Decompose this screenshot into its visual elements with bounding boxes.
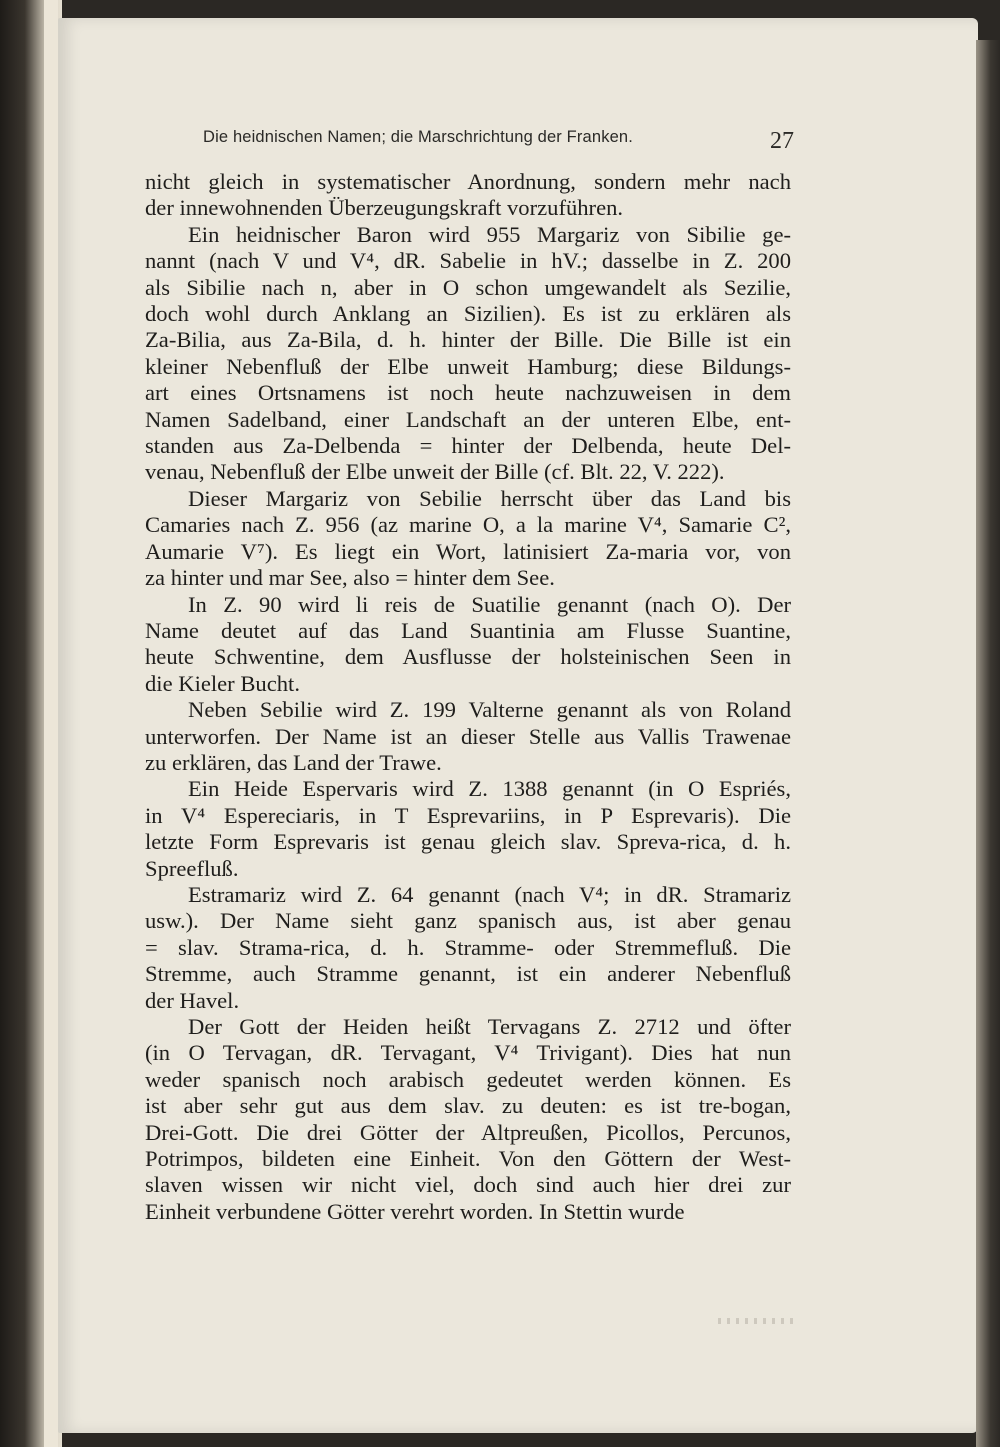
text-line: Drei-Gott. Die drei Götter der Altpreußen, Picollos, Percunos, bbox=[145, 1119, 791, 1145]
text-line: Za-Bilia, aus Za-Bila, d. h. hinter der Bille. Die Bille ist ein bbox=[145, 327, 791, 353]
text-line: kleiner Nebenfluß der Elbe unweit Hamburg; diese Bildungs- bbox=[145, 353, 791, 379]
text-line: letzte Form Esprevaris ist genau gleich slav. Spreva-rica, d. h. bbox=[145, 829, 791, 855]
text-line: Stremme, auch Stramme genannt, ist ein anderer Nebenfluß bbox=[145, 961, 791, 987]
scan-artifact bbox=[718, 1318, 798, 1324]
text-line: nannt (nach V und V⁴, dR. Sabelie in hV.; dasselbe in Z. 200 bbox=[145, 248, 791, 274]
page-edge-shadow bbox=[976, 40, 1000, 1447]
text-line: ist aber sehr gut aus dem slav. zu deuten: es ist tre-bogan, bbox=[145, 1093, 791, 1119]
text-line: za hinter und mar See, also = hinter dem See. bbox=[145, 565, 555, 591]
text-line: Einheit verbundene Götter verehrt worden. In Stettin wurde bbox=[145, 1198, 685, 1224]
text-line: als Sibilie nach n, aber in O schon umgewandelt als Sezilie, bbox=[145, 274, 791, 300]
text-line: art eines Ortsnamens ist noch heute nachzuweisen in dem bbox=[145, 380, 791, 406]
paragraph bbox=[145, 1014, 791, 1225]
text-line: Potrimpos, bildeten eine Einheit. Von den Göttern der West- bbox=[145, 1146, 791, 1172]
text-line: Dieser Margariz von Sebilie herrscht über das Land bis bbox=[188, 485, 791, 511]
text-line: in V⁴ Espereciaris, in T Esprevariins, in P Esprevaris). Die bbox=[145, 802, 791, 828]
text-line: doch wohl durch Anklang an Sizilien). Es ist zu erklären als bbox=[145, 301, 791, 327]
text-line: = slav. Strama-rica, d. h. Stramme- oder Stremmefluß. Die bbox=[145, 934, 791, 960]
text-line: die Kieler Bucht. bbox=[145, 670, 300, 696]
text-line: (in O Tervagan, dR. Tervagant, V⁴ Trivigant). Dies hat nun bbox=[145, 1040, 791, 1066]
paragraph bbox=[145, 169, 791, 222]
page-number: 27 bbox=[770, 128, 794, 154]
text-line: In Z. 90 wird li reis de Suatilie genannt (nach O). Der bbox=[188, 591, 791, 617]
text-line: Namen Sadelband, einer Landschaft an der unteren Elbe, ent- bbox=[145, 406, 791, 432]
text-line: standen aus Za-Delbenda = hinter der Delbenda, heute Del- bbox=[145, 433, 791, 459]
paragraph bbox=[145, 882, 791, 1014]
text-line: zu erklären, das Land der Trawe. bbox=[145, 749, 442, 775]
text-line: Camaries nach Z. 956 (az marine O, a la marine V⁴, Samarie C², bbox=[145, 512, 791, 538]
paragraph bbox=[145, 592, 791, 698]
text-line: Spreefluß. bbox=[145, 855, 239, 881]
text-line: Aumarie V⁷). Es liegt ein Wort, latinisiert Za-maria vor, von bbox=[145, 538, 791, 564]
facing-page-edge bbox=[44, 0, 58, 1447]
text-line: Name deutet auf das Land Suantinia am Flusse Suantine, bbox=[145, 617, 791, 643]
text-line: venau, Nebenfluß der Elbe unweit der Bille (cf. Blt. 22, V. 222). bbox=[145, 459, 725, 485]
text-line: heute Schwentine, dem Ausflusse der holsteinischen Seen in bbox=[145, 644, 791, 670]
text-line: der Havel. bbox=[145, 987, 240, 1013]
body-text bbox=[145, 169, 791, 1225]
text-line: Estramariz wird Z. 64 genannt (nach V⁴; in dR. Stramariz bbox=[188, 881, 791, 907]
text-line: Der Gott der Heiden heißt Tervagans Z. 2712 und öfter bbox=[188, 1014, 791, 1039]
text-line: unterworfen. Der Name ist an dieser Stelle aus Vallis Trawenae bbox=[145, 723, 791, 749]
running-head: Die heidnischen Namen; die Marschrichtung der Franken. bbox=[203, 128, 633, 146]
text-line: Neben Sebilie wird Z. 199 Valterne genannt als von Roland bbox=[188, 697, 791, 723]
text-line: usw.). Der Name sieht ganz spanisch aus, ist aber genau bbox=[145, 908, 791, 934]
text-line: slaven wissen wir nicht viel, doch sind auch hier drei zur bbox=[145, 1172, 791, 1198]
text-line: weder spanisch noch arabisch gedeutet werden können. Es bbox=[145, 1066, 791, 1092]
paragraph bbox=[145, 486, 791, 592]
paragraph bbox=[145, 697, 791, 776]
paragraph bbox=[145, 776, 791, 882]
text-line: Ein Heide Espervaris wird Z. 1388 genannt (in O Espriés, bbox=[188, 776, 791, 802]
text-line: nicht gleich in systematischer Anordnung, sondern mehr nach bbox=[145, 169, 791, 194]
text-line: Ein heidnischer Baron wird 955 Margariz von Sibilie ge- bbox=[188, 221, 791, 247]
paragraph bbox=[145, 222, 791, 486]
text-line: der innewohnenden Überzeugungskraft vorzuführen. bbox=[145, 195, 624, 221]
